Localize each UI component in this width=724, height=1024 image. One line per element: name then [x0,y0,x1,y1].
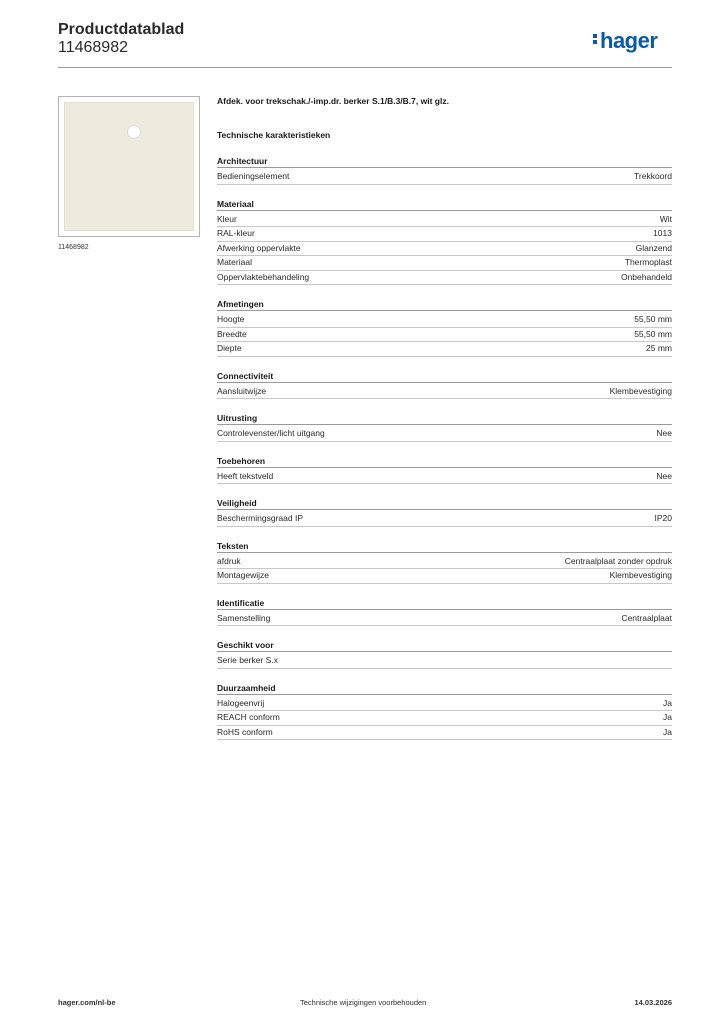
spec-label: Kleur [217,213,237,224]
spec-row [217,213,672,228]
spec-label: Afwerking oppervlakte [217,242,301,253]
section-title: Afmetingen [217,299,672,311]
spec-value: Ja [663,726,672,737]
spec-label: Materiaal [217,257,252,267]
spec-label: Breedte [217,328,247,339]
spec-value: Klembevestiging [609,385,672,396]
spec-value: Nee [656,428,672,438]
logo-dots-icon [593,32,598,46]
section-title: Connectiviteit [217,371,672,383]
hager-logo [593,28,657,54]
section-title: Architectuur [217,156,672,168]
spec-value: Glanzend [635,242,672,253]
spec-value: Wit [659,213,672,224]
spec-row [217,697,672,712]
spec-row [217,512,672,527]
spec-label: Controlevenster/licht uitgang [217,428,325,438]
spec-row [217,427,672,442]
spec-section [217,683,672,741]
spec-label: RAL-kleur [217,228,255,238]
spec-value: Thermoplast [624,257,672,267]
spec-row [217,612,672,627]
spec-label: Beschermingsgraad IP [217,513,303,523]
spec-label: Diepte [217,343,242,353]
spec-value: Onbehandeld [620,271,672,282]
spec-row [217,654,672,669]
product-number: 11468982 [58,39,128,56]
product-image [58,96,200,237]
spec-value: Centraalplaat zonder opdruk [564,555,672,566]
spec-label: RoHS conform [217,726,273,737]
spec-section [217,199,672,286]
section-title: Teksten [217,541,672,553]
spec-label: Heeft tekstveld [217,470,274,481]
spec-sections [217,156,672,740]
spec-section [217,371,672,400]
spec-row [217,328,672,343]
spec-value: Klembevestiging [609,570,672,580]
section-title: Veiligheid [217,498,672,510]
header-divider [58,67,672,68]
footer-website: hager.com/nl-be [58,998,116,1007]
spec-content [217,96,672,740]
section-title: Toebehoren [217,456,672,468]
spec-row [217,242,672,257]
spec-label: Serie berker S.x [217,655,278,665]
spec-section [217,156,672,185]
spec-label: afdruk [217,555,241,566]
section-title: Geschikt voor [217,640,672,652]
spec-value: Ja [663,697,672,708]
spec-row [217,555,672,570]
spec-value: 55,50 mm [634,314,672,324]
pull-cord-hole [127,125,141,139]
spec-value: 25 mm [646,343,672,353]
tech-heading: Technische karakteristieken [217,130,331,140]
spec-row [217,271,672,286]
spec-value: Centraalplaat [621,612,672,623]
spec-section [217,456,672,485]
page-title: Productdatablad [58,21,185,38]
section-title: Materiaal [217,199,672,211]
spec-section [217,413,672,442]
spec-row [217,256,672,271]
spec-label: REACH conform [217,712,280,722]
spec-row [217,470,672,485]
spec-row [217,711,672,726]
spec-value: Trekkoord [634,171,672,181]
footer-date: 14.03.2026 [634,998,672,1007]
footer-notice: Technische wijzigingen voorbehouden [300,998,427,1007]
spec-section [217,498,672,527]
spec-row [217,170,672,185]
section-title: Uitrusting [217,413,672,425]
spec-row [217,313,672,328]
spec-section [217,541,672,584]
spec-value: Ja [663,712,672,722]
section-title: Duurzaamheid [217,683,672,695]
product-description: Afdek. voor trekschak./-imp.dr. berker S.1/B.3/B.7, wit glz. [217,96,449,106]
spec-label: Hoogte [217,314,245,324]
spec-value: Nee [656,470,672,481]
spec-label: Halogeenvrij [217,697,265,708]
spec-label: Aansluitwijze [217,385,267,396]
spec-label: Montagewijze [217,570,269,580]
spec-value: 1013 [653,228,672,238]
spec-value: IP20 [654,513,672,523]
spec-row [217,569,672,584]
logo-text: hager [600,28,658,53]
spec-label: Oppervlaktebehandeling [217,271,310,282]
spec-section [217,640,672,669]
cover-plate-image [64,102,194,231]
spec-row [217,385,672,400]
spec-section [217,598,672,627]
spec-row [217,726,672,741]
spec-label: Samenstelling [217,612,271,623]
spec-row [217,342,672,357]
section-title: Identificatie [217,598,672,610]
image-caption: 11468982 [58,244,89,251]
spec-value: 55,50 mm [634,328,672,339]
spec-row [217,227,672,242]
spec-label: Bedieningselement [217,171,290,181]
spec-section [217,299,672,357]
